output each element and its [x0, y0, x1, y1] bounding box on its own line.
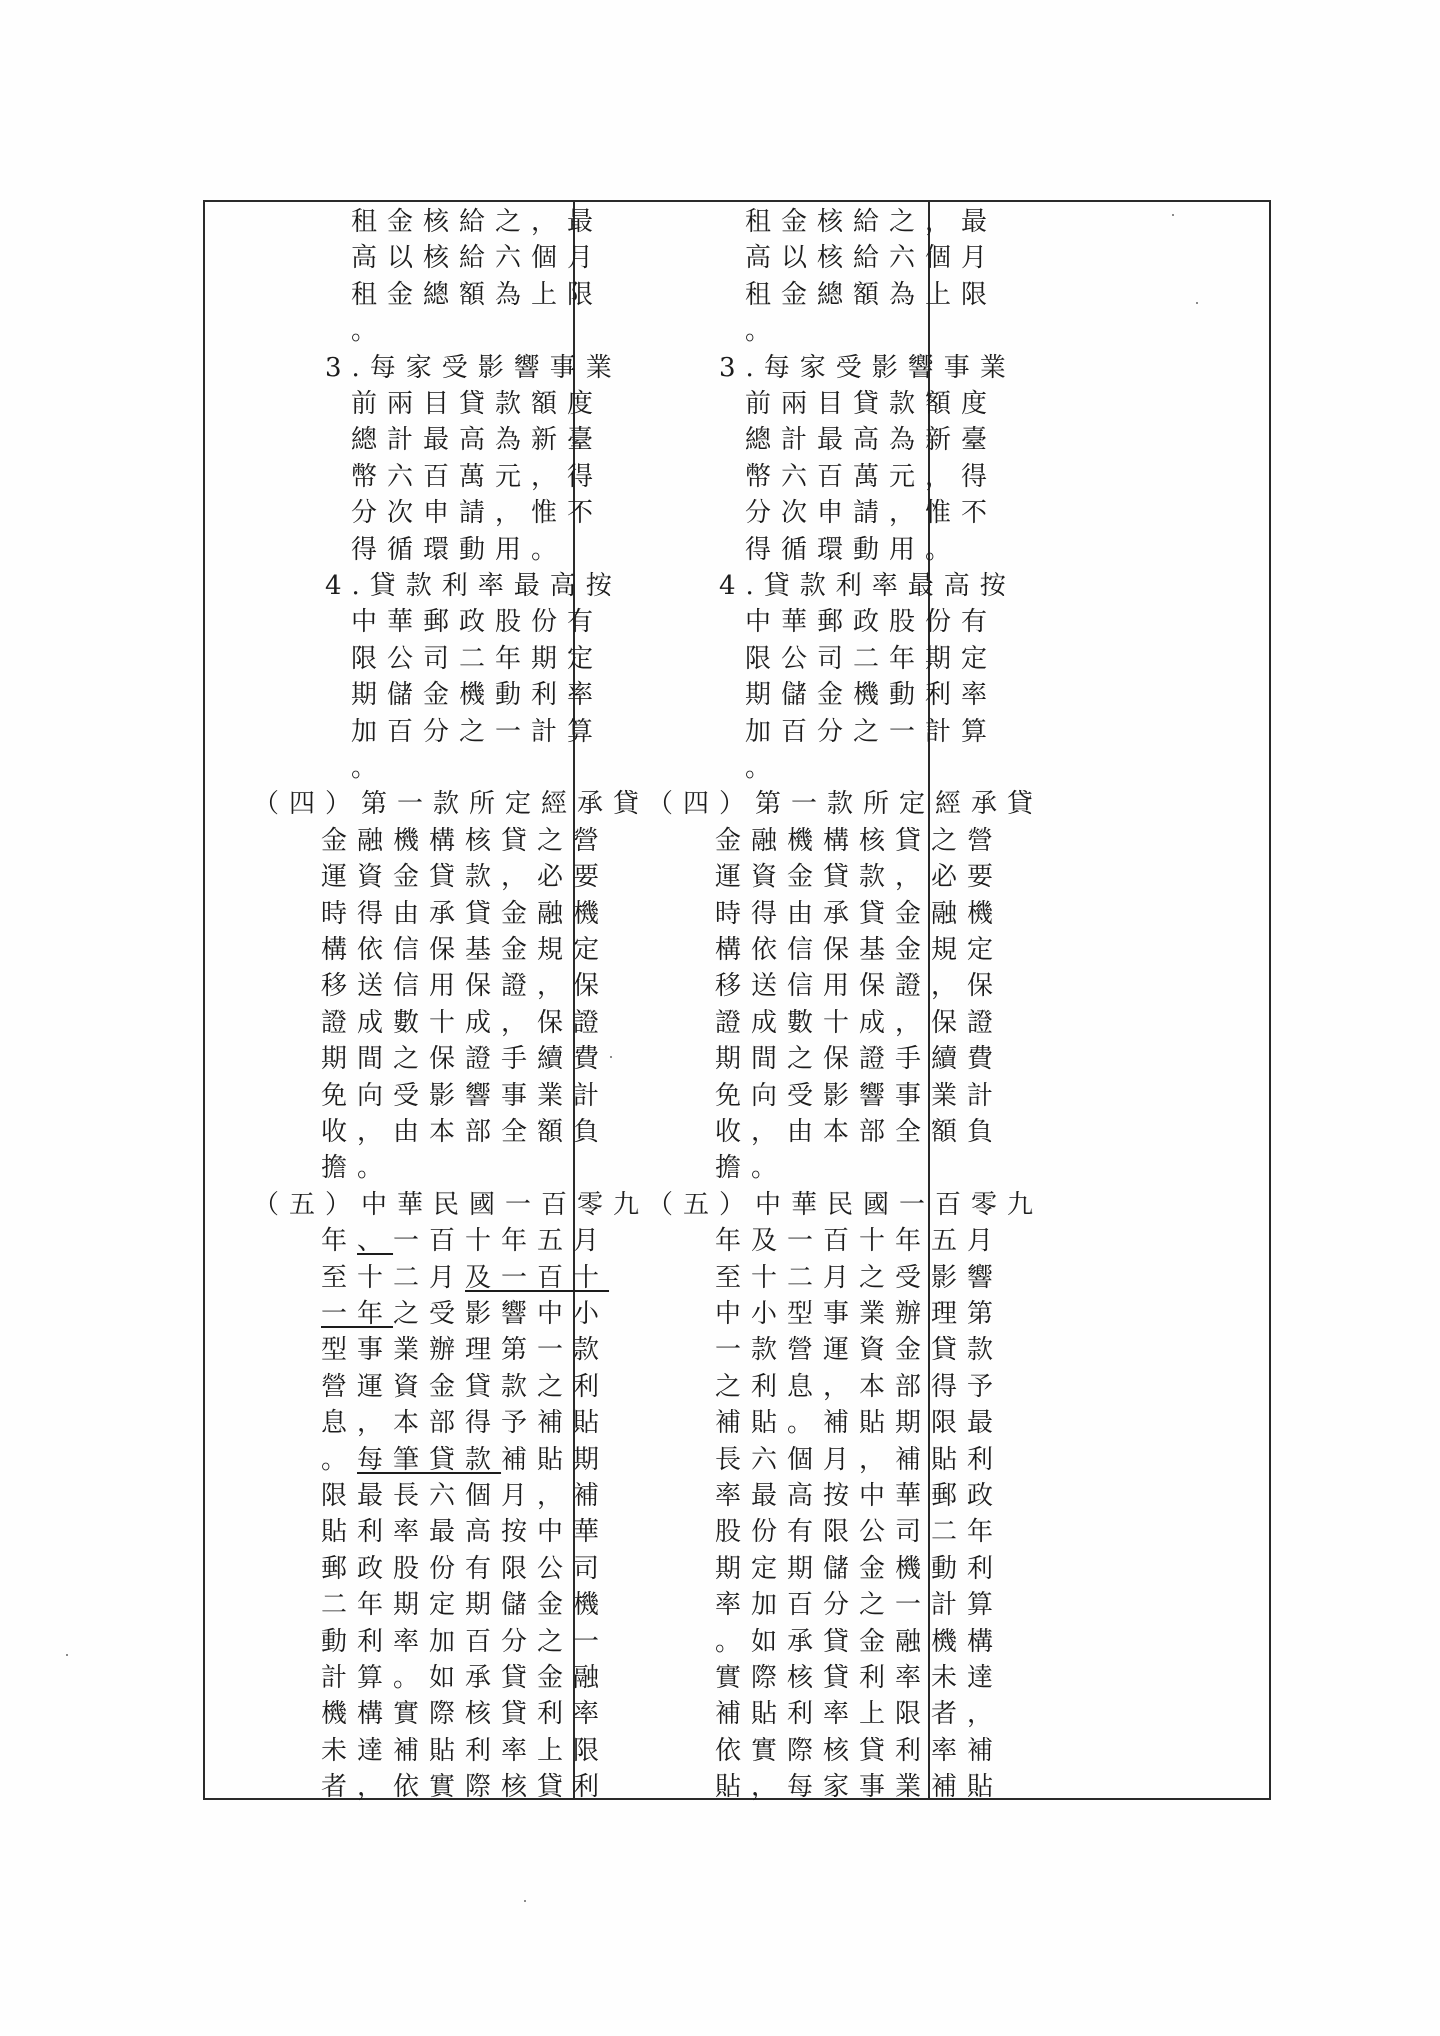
text-line [321, 1624, 609, 1661]
text-line [351, 750, 387, 787]
line-text: 率最高按中華郵政 [715, 1481, 1004, 1511]
line-text: 運資金貸款，必要 [321, 862, 610, 893]
line-text: 期間之保證手續費 [715, 1044, 1004, 1075]
text-line [745, 604, 997, 641]
line-text: 前兩目貸款額度 [351, 389, 604, 419]
text-line [321, 1733, 609, 1770]
text-line [321, 1769, 609, 1806]
text-line [351, 459, 603, 496]
line-text: 租金總額為上限 [351, 279, 604, 310]
line-text: 限公司二年期定 [351, 643, 604, 674]
line-text: 運資金貸款，必要 [715, 862, 1004, 893]
line-text: 時得由承貸金融機 [715, 898, 1004, 929]
comparison-table [203, 200, 1271, 1803]
text-line [351, 604, 603, 641]
text-line [715, 1369, 1003, 1406]
line-text: 構依信保基金規定 [715, 935, 1004, 965]
text-line [715, 1296, 1003, 1333]
line-text: 總計最高為新臺 [351, 425, 604, 456]
line-text: 金融機構核貸之營 [321, 825, 610, 856]
line-text: 型事業辦理第一款 [321, 1335, 610, 1366]
text-line [647, 786, 1043, 823]
line-text: 率加百分之一計算 [715, 1590, 1004, 1621]
line-text: 時得由承貸金融機 [321, 898, 610, 929]
line-text: 年 [321, 1226, 358, 1257]
text-line [745, 422, 997, 459]
line-text: 動利率加百分之一 [321, 1626, 610, 1657]
line-text: 息，本部得予補貼 [321, 1408, 610, 1439]
text-line [745, 240, 997, 277]
line-text: 一款營運資金貸款 [715, 1335, 1004, 1366]
text-line [715, 1078, 1003, 1115]
line-text: 免向受影響事業計 [321, 1080, 610, 1111]
line-text: 總計最高為新臺 [745, 425, 998, 456]
text-line [715, 1442, 1003, 1479]
underlined-text: 每筆貸款 [357, 1444, 502, 1475]
line-text: （四）第一款所定經承貸 [253, 789, 650, 820]
line-text: 一百十年五月 [393, 1226, 610, 1257]
text-line [715, 932, 1003, 969]
line-text: 。 [745, 316, 782, 347]
text-line [715, 1660, 1003, 1697]
text-line [715, 1223, 1003, 1260]
line-text: 股份有限公司二年 [715, 1517, 1004, 1548]
text-line [321, 823, 609, 860]
text-line [351, 677, 603, 714]
text-line [351, 313, 387, 350]
text-line [715, 1624, 1003, 1661]
text-line [719, 350, 1016, 387]
text-line [715, 1005, 1003, 1042]
line-text: 移送信用保證，保 [321, 971, 610, 1002]
text-line [745, 495, 997, 532]
line-text: 3.每家受影響事業 [719, 352, 1016, 383]
text-line [745, 459, 997, 496]
line-text: 貼利率最高按中華 [321, 1517, 610, 1548]
line-text: 擔。 [321, 1153, 394, 1184]
text-line [325, 350, 622, 387]
text-line [321, 1296, 609, 1333]
text-line [351, 386, 603, 423]
text-line [745, 750, 781, 787]
line-text: 貼，每家事業補貼 [715, 1772, 1004, 1803]
text-line [715, 1150, 787, 1187]
line-text: （五）中華民國一百零九 [647, 1189, 1044, 1220]
line-text: 。 [321, 1444, 358, 1475]
text-line [321, 1005, 609, 1042]
text-line [253, 786, 649, 823]
line-text: 期儲金機動利率 [351, 680, 604, 711]
text-line [715, 859, 1003, 896]
line-text: 長六個月，補貼利 [715, 1444, 1004, 1475]
line-text: 之利息，本部得予 [715, 1371, 1004, 1402]
line-text: 年及一百十年五月 [715, 1226, 1004, 1257]
text-line [321, 1078, 609, 1115]
text-line [715, 1332, 1003, 1369]
text-line [321, 1514, 609, 1551]
line-text: （五）中華民國一百零九 [253, 1189, 650, 1220]
line-text: 金融機構核貸之營 [715, 825, 1004, 856]
line-text: 實際核貸利率未達 [715, 1663, 1004, 1693]
line-text: 依實際核貸利率補 [715, 1735, 1004, 1766]
line-text: 二年期定期儲金機 [321, 1590, 610, 1621]
line-text: 計算。如承貸金融 [321, 1663, 610, 1693]
line-text: 得循環動用。 [351, 534, 568, 565]
line-text: 得循環動用。 [745, 534, 962, 565]
line-text: 至十二月 [321, 1262, 466, 1293]
line-text: 擔。 [715, 1153, 788, 1184]
line-text: 4.貸款利率最高按 [719, 571, 1016, 601]
line-text: 證成數十成，保證 [321, 1007, 610, 1038]
text-line [351, 277, 603, 314]
line-text: 證成數十成，保證 [715, 1007, 1004, 1038]
line-text: 之受影響中小 [393, 1299, 610, 1329]
line-text: 免向受影響事業計 [715, 1080, 1004, 1111]
text-line [321, 1405, 609, 1442]
line-text: 期定期儲金機動利 [715, 1553, 1004, 1584]
text-line [745, 714, 997, 751]
line-text: 加百分之一計算 [745, 716, 998, 747]
line-text: 構依信保基金規定 [321, 935, 610, 965]
text-line [321, 1369, 609, 1406]
line-text: 補貼利率上限者， [715, 1699, 1004, 1730]
line-text: 。如承貸金融機構 [715, 1626, 1004, 1657]
text-line [321, 1587, 609, 1624]
text-line [715, 1696, 1003, 1733]
line-text: 至十二月之受影響 [715, 1262, 1004, 1293]
text-line [715, 1733, 1003, 1770]
line-text: 。 [745, 753, 782, 783]
text-line [321, 1660, 609, 1697]
line-text: 未達補貼利率上限 [321, 1735, 610, 1766]
text-line [715, 968, 1003, 1005]
line-text: 3.每家受影響事業 [325, 352, 622, 383]
text-line [321, 932, 609, 969]
line-text: 。 [351, 753, 388, 783]
text-line [321, 1696, 609, 1733]
text-line [321, 1442, 609, 1479]
line-text: 4.貸款利率最高按 [325, 571, 622, 601]
line-text: 分次申請，惟不 [745, 498, 998, 529]
line-text: 移送信用保證，保 [715, 971, 1004, 1002]
text-line [321, 1150, 393, 1187]
line-text: 營運資金貸款之利 [321, 1371, 610, 1402]
line-text: （四）第一款所定經承貸 [647, 789, 1044, 820]
text-line [715, 1405, 1003, 1442]
line-text: 租金核給之，最 [745, 207, 998, 237]
underlined-text: 及一百十 [465, 1262, 610, 1293]
text-line [351, 532, 567, 569]
line-text: 郵政股份有限公司 [321, 1553, 610, 1584]
text-line [745, 313, 781, 350]
text-line [715, 1114, 1003, 1151]
line-text: 分次申請，惟不 [351, 498, 604, 529]
text-line [715, 1478, 1003, 1515]
line-text: 高以核給六個月 [351, 243, 604, 274]
text-line [321, 1114, 609, 1151]
line-text: 期間之保證手續費 [321, 1044, 610, 1075]
text-line [715, 1260, 1003, 1297]
text-line [745, 641, 997, 678]
underlined-text: 、 [357, 1226, 394, 1257]
text-line [321, 1041, 609, 1078]
text-line [325, 568, 622, 605]
text-line [745, 532, 961, 569]
line-text: 收，由本部全額負 [715, 1117, 1004, 1147]
line-text: 高以核給六個月 [745, 243, 998, 274]
line-text: 機構實際核貸利率 [321, 1699, 610, 1730]
text-line [745, 204, 997, 241]
text-line [351, 204, 603, 241]
text-line [719, 568, 1016, 605]
line-text: 收，由本部全額負 [321, 1117, 610, 1147]
line-text: 幣六百萬元，得 [745, 461, 998, 492]
line-text: 中小型事業辦理第 [715, 1299, 1004, 1329]
line-text: 限公司二年期定 [745, 643, 998, 674]
text-line [351, 495, 603, 532]
text-line [745, 677, 997, 714]
line-text: 加百分之一計算 [351, 716, 604, 747]
line-text: 補貼。補貼期限最 [715, 1408, 1004, 1439]
line-text: 租金總額為上限 [745, 279, 998, 310]
text-line [715, 1769, 1003, 1806]
text-line [321, 1551, 609, 1588]
text-line [253, 1187, 649, 1224]
text-line [351, 422, 603, 459]
underlined-text: 一年 [321, 1299, 394, 1329]
text-line [321, 1478, 609, 1515]
text-line [715, 1587, 1003, 1624]
line-text: 幣六百萬元，得 [351, 461, 604, 492]
line-text: 限最長六個月，補 [321, 1481, 610, 1511]
line-text: 者，依實際核貸利 [321, 1772, 610, 1803]
text-line [351, 641, 603, 678]
text-line [715, 1514, 1003, 1551]
text-line [715, 1041, 1003, 1078]
text-line [321, 1332, 609, 1369]
text-line [321, 896, 609, 933]
text-line [321, 968, 609, 1005]
text-line [715, 823, 1003, 860]
line-text: 中華郵政股份有 [351, 607, 604, 638]
text-line [745, 277, 997, 314]
line-text: 租金核給之，最 [351, 207, 604, 237]
line-text: 。 [351, 316, 388, 347]
text-line [647, 1187, 1043, 1224]
line-text: 補貼期 [501, 1444, 610, 1475]
text-line [715, 896, 1003, 933]
text-line [745, 386, 997, 423]
text-line [321, 1223, 609, 1260]
text-line [351, 714, 603, 751]
text-line [351, 240, 603, 277]
line-text: 中華郵政股份有 [745, 607, 998, 638]
line-text: 前兩目貸款額度 [745, 389, 998, 419]
text-line [321, 1260, 609, 1297]
text-line [715, 1551, 1003, 1588]
line-text: 期儲金機動利率 [745, 680, 998, 711]
text-line [321, 859, 609, 896]
